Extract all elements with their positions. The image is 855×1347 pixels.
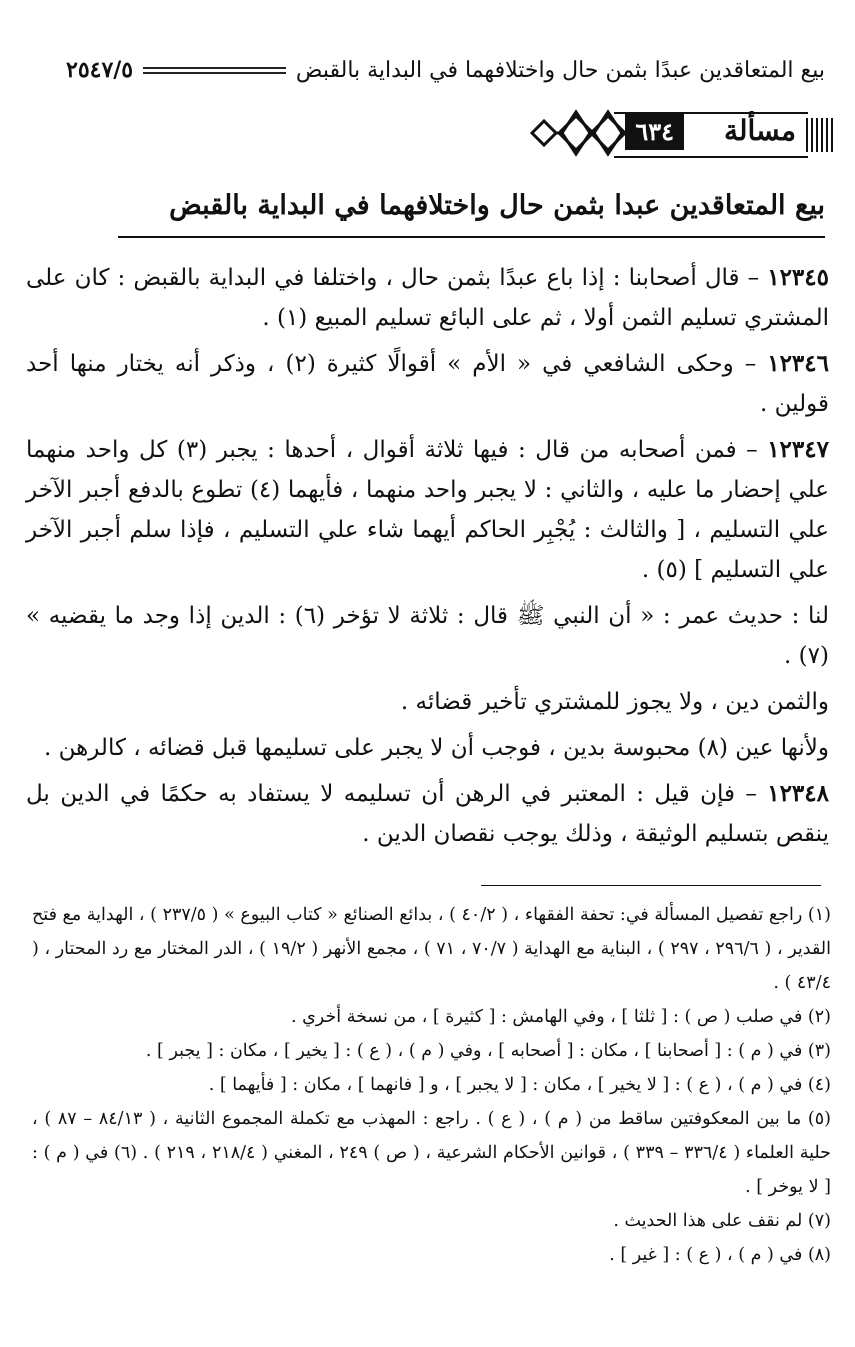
paragraph-number: ١٢٣٤٨ xyxy=(767,780,829,807)
paragraph-number: ١٢٣٤٦ xyxy=(767,350,829,377)
masala-label: مسألة xyxy=(723,114,796,147)
footnote: (٤) في ( م ) ، ( ع ) : [ لا يخير ] ، مكان : [ لا يجبر ] ، و [ فانهما ] ، مكان : [ فأيهما ] . xyxy=(208,1075,831,1095)
paragraph xyxy=(26,682,829,722)
paragraph xyxy=(26,430,829,590)
paragraph-text: – وحكى الشافعي في « الأم » أقوالًا كثيرة (٢) ، وذكر أنه يختار منها أحد قولين . xyxy=(26,351,829,417)
footnote: (٣) في ( م ) : [ أصحابنا ] ، مكان : [ أصحابه ] ، وفي ( م ) ، ( ع ) : [ يخير ] ، مكان : [ يجبر ] . xyxy=(145,1041,831,1061)
page-number: ٢٥٤٧/٥ xyxy=(66,57,134,83)
paragraph-number: ١٢٣٤٧ xyxy=(767,436,829,463)
title-underline xyxy=(118,236,825,238)
footnote: (٢) في صلب ( ص ) : [ ثلثا ] ، وفي الهامش : [ كثيرة ] ، من نسخة أخري . xyxy=(290,1007,831,1027)
main-text xyxy=(26,258,829,860)
running-header xyxy=(66,52,825,88)
footnote: (٧) لم نقف على هذا الحديث . xyxy=(613,1211,831,1231)
paragraph-text: والثمن دين ، ولا يجوز للمشتري تأخير قضائه . xyxy=(400,689,829,715)
paragraph-text: لنا : حديث عمر : « أن النبي ﷺ قال : ثلاثة لا تؤخر (٦) : الدين إذا وجد ما يقضيه » (٧) . xyxy=(26,603,830,669)
paragraph xyxy=(26,774,829,854)
paragraph-text: ولأنها عين (٨) محبوسة بدين ، فوجب أن لا يجبر على تسليمها قبل قضائه ، كالرهن . xyxy=(43,735,829,761)
paragraph-text: – فمن أصحابه من قال : فيها ثلاثة أقوال ، أحدها : يجبر (٣) كل واحد منهما علي إحضار ما عليه ، والثاني : لا يجبر واحد منهما ، فأيهما (٤) تطوع بالدفع أجبر الآخر علي التسليم ، [ والثالث : يُجْبِر الحاكم أيهما شاء علي التسليم ، فإذا سلم أجبر الآخر علي التسليم ] (٥) . xyxy=(26,437,829,583)
bar-ornament xyxy=(806,118,836,152)
header-rule xyxy=(143,67,286,74)
paragraph xyxy=(26,258,829,338)
paragraph xyxy=(26,728,829,768)
paragraph xyxy=(26,596,829,676)
chapter-title: بيع المتعاقدين عبدا بثمن حال واختلافهما في البداية بالقبض xyxy=(169,190,825,221)
paragraph xyxy=(26,344,829,424)
footnote: (٥) ما بين المعكوفتين ساقط من ( م ) ، ( ع ) . راجع : المهذب مع تكملة المجموع الثانية ، ( ٨٤/١٣ – ٨٧ ) ، حلية العلماء ( ٣٣٦/٤ – ٣٣٩ ) ، قوانين الأحكام الشرعية ، ( ص ) ٢٤٩ ، المغني ( ٢١٨/٤ ، ٢١٩ ) . (٦) في ( م ) : [ لا يوخر ] . xyxy=(32,1109,831,1197)
footnotes xyxy=(32,898,831,1272)
footnote: (٨) في ( م ) ، ( ع ) : [ غير ] . xyxy=(609,1245,831,1265)
masala-banner xyxy=(528,104,836,162)
paragraph-number: ١٢٣٤٥ xyxy=(767,264,829,291)
footnote-separator xyxy=(481,885,821,886)
paragraph-text: – قال أصحابنا : إذا باع عبدًا بثمن حال ، واختلفا في البداية بالقبض : كان على المشتري تسليم الثمن أولا ، ثم على البائع تسليم المبيع (١) . xyxy=(26,265,829,331)
footnote: (١) راجع تفصيل المسألة في: تحفة الفقهاء ، ( ٤٠/٢ ) ، بدائع الصنائع « كتاب البيوع » ( ٢٣٧/٥ ) ، الهداية مع فتح القدير ، ( ٢٩٦/٦ ، ٢٩٧ ) ، البناية مع الهداية ( ٧٠/٧ ، ٧١ ) ، مجمع الأنهر ( ١٩/٢ ) ، الدر المختار مع رد المحتار ، ( ٤٣/٤ ) . xyxy=(32,905,831,993)
running-title: بيع المتعاقدين عبدًا بثمن حال واختلافهما في البداية بالقبض xyxy=(295,57,825,83)
geometric-ornament-icon xyxy=(528,104,638,162)
masala-number: ٦٣٤ xyxy=(625,114,684,150)
paragraph-text: – فإن قيل : المعتبر في الرهن أن تسليمه لا يستفاد به حكمًا في الدين بل ينقص بتسليم الوثيقة ، وذلك يوجب نقصان الدين . xyxy=(26,781,829,847)
